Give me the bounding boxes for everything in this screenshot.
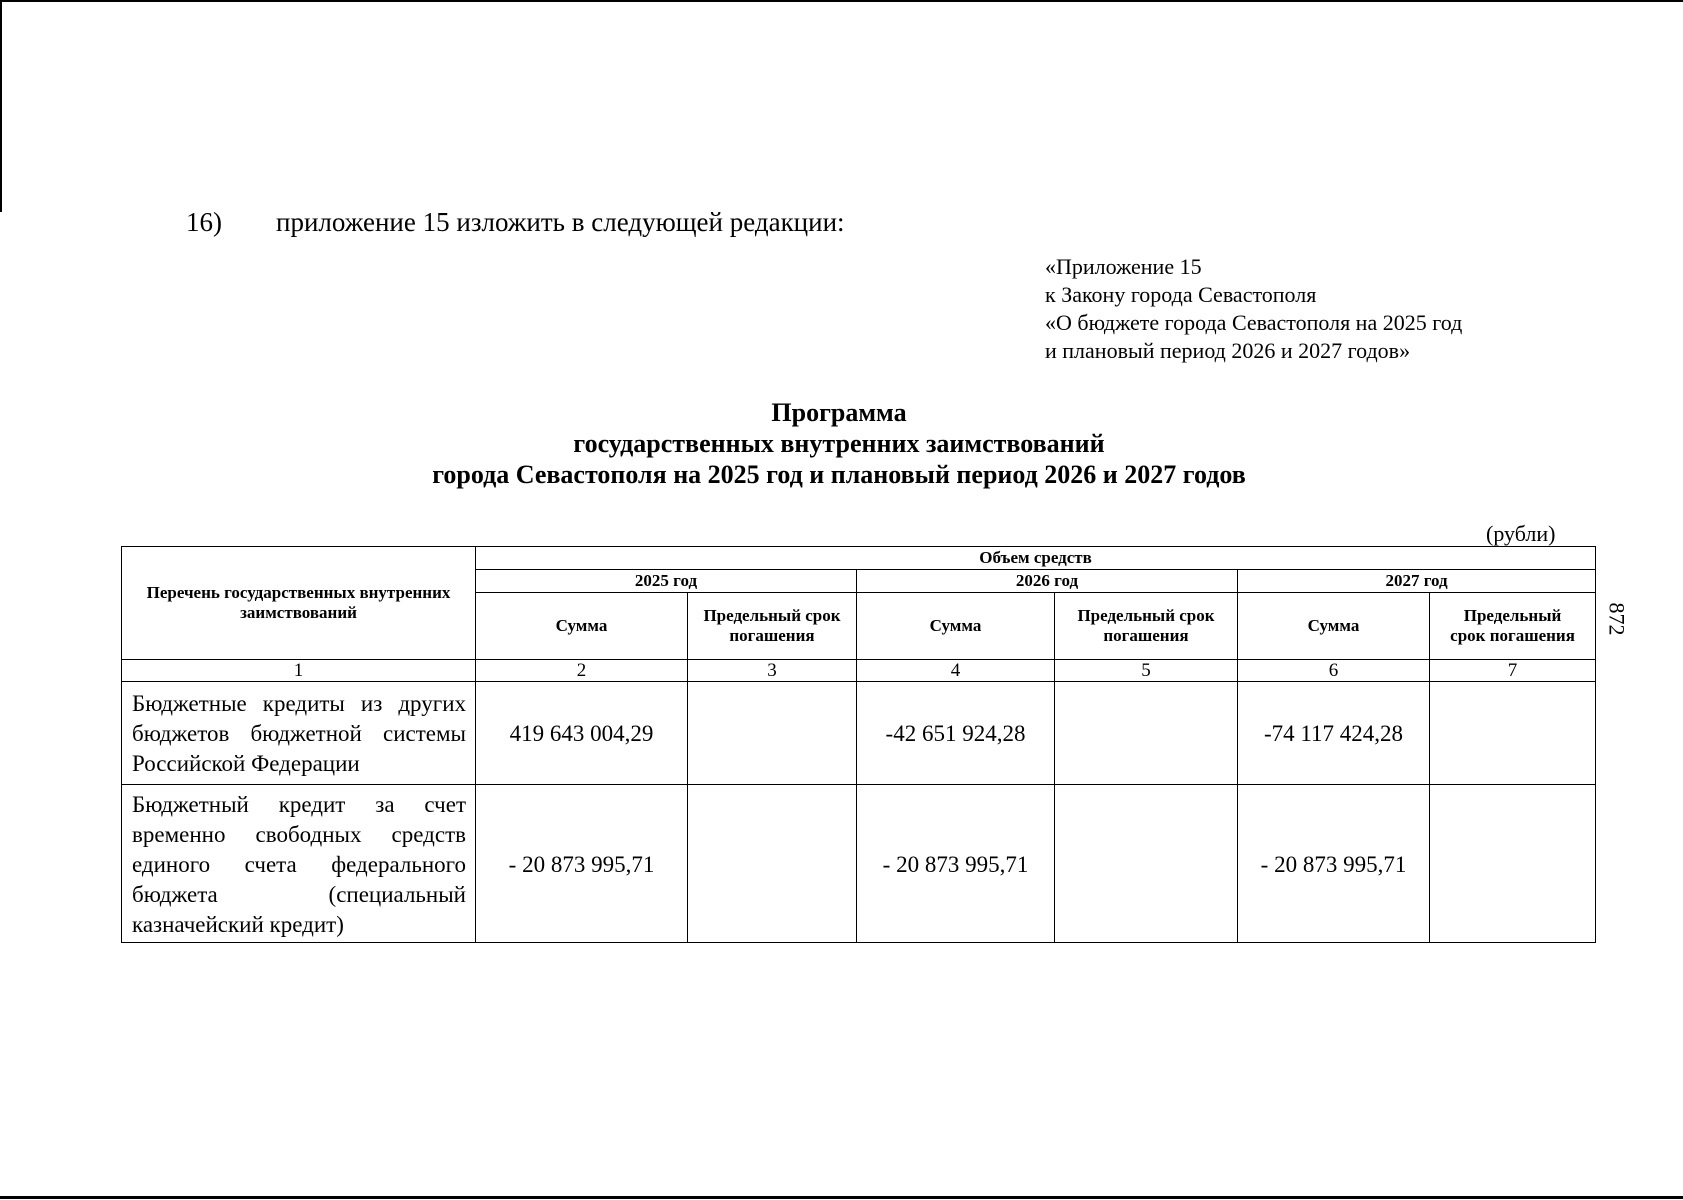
title-line: государственных внутренних заимствований	[573, 429, 1105, 458]
document-title	[300, 397, 1378, 490]
appendix-reference	[1045, 253, 1462, 365]
table-row	[122, 785, 1596, 943]
term-2025	[688, 682, 857, 785]
amount-2025: - 20 873 995,71	[476, 785, 688, 943]
column-number: 2	[476, 660, 688, 682]
header-sum-2027: Сумма	[1238, 593, 1430, 660]
amount-2026: - 20 873 995,71	[857, 785, 1055, 943]
borrowing-name: Бюджетные кредиты из других бюджетов бюджетной системы Российской Федерации	[122, 682, 476, 785]
header-year-2027: 2027 год	[1238, 570, 1596, 593]
unit-label: (рубли)	[1486, 521, 1556, 546]
amount-2025: 419 643 004,29	[476, 682, 688, 785]
amount-2027: -74 117 424,28	[1238, 682, 1430, 785]
term-2027	[1430, 682, 1596, 785]
term-2026	[1055, 785, 1238, 943]
column-number: 6	[1238, 660, 1430, 682]
column-number: 4	[857, 660, 1055, 682]
amendment-item-text: приложение 15 изложить в следующей редакции:	[276, 207, 845, 237]
column-number-row	[122, 660, 1596, 682]
header-term-2026: Предельный срок погашения	[1055, 593, 1238, 660]
header-borrowings-list: Перечень государственных внутренних заимствований	[122, 547, 476, 660]
header-year-2026: 2026 год	[857, 570, 1238, 593]
header-sum-2026: Сумма	[857, 593, 1055, 660]
column-number: 3	[688, 660, 857, 682]
borrowing-program-table	[121, 546, 1596, 943]
amount-2026: -42 651 924,28	[857, 682, 1055, 785]
page-left-edge-mark	[0, 0, 2, 212]
appendix-line: и плановый период 2026 и 2027 годов»	[1045, 338, 1411, 363]
borrowing-name: Бюджетный кредит за счет временно свободных средств единого счета федерального бюджета (специальный казначейский кредит)	[122, 785, 476, 943]
term-2025	[688, 785, 857, 943]
term-2027	[1430, 785, 1596, 943]
header-term-2027: Предельный срок погашения	[1430, 593, 1596, 660]
header-sum-2025: Сумма	[476, 593, 688, 660]
table-row	[122, 682, 1596, 785]
column-number: 7	[1430, 660, 1596, 682]
title-line: города Севастополя на 2025 год и плановый период 2026 и 2027 годов	[432, 460, 1246, 489]
column-number: 5	[1055, 660, 1238, 682]
header-term-2025: Предельный срок погашения	[688, 593, 857, 660]
header-volume: Объем средств	[476, 547, 1596, 570]
appendix-line: «Приложение 15	[1045, 254, 1202, 279]
amendment-item-number: 16)	[186, 207, 222, 237]
amendment-item	[186, 205, 845, 239]
page-top-border	[0, 0, 1683, 2]
header-year-2025: 2025 год	[476, 570, 857, 593]
title-line: Программа	[771, 398, 907, 427]
appendix-line: к Закону города Севастополя	[1045, 282, 1317, 307]
appendix-line: «О бюджете города Севастополя на 2025 год	[1045, 310, 1463, 335]
header-row	[122, 547, 1596, 570]
amount-2027: - 20 873 995,71	[1238, 785, 1430, 943]
column-number: 1	[122, 660, 476, 682]
page-bottom-border	[0, 1196, 1683, 1199]
page-number: 872	[1604, 602, 1630, 636]
term-2026	[1055, 682, 1238, 785]
